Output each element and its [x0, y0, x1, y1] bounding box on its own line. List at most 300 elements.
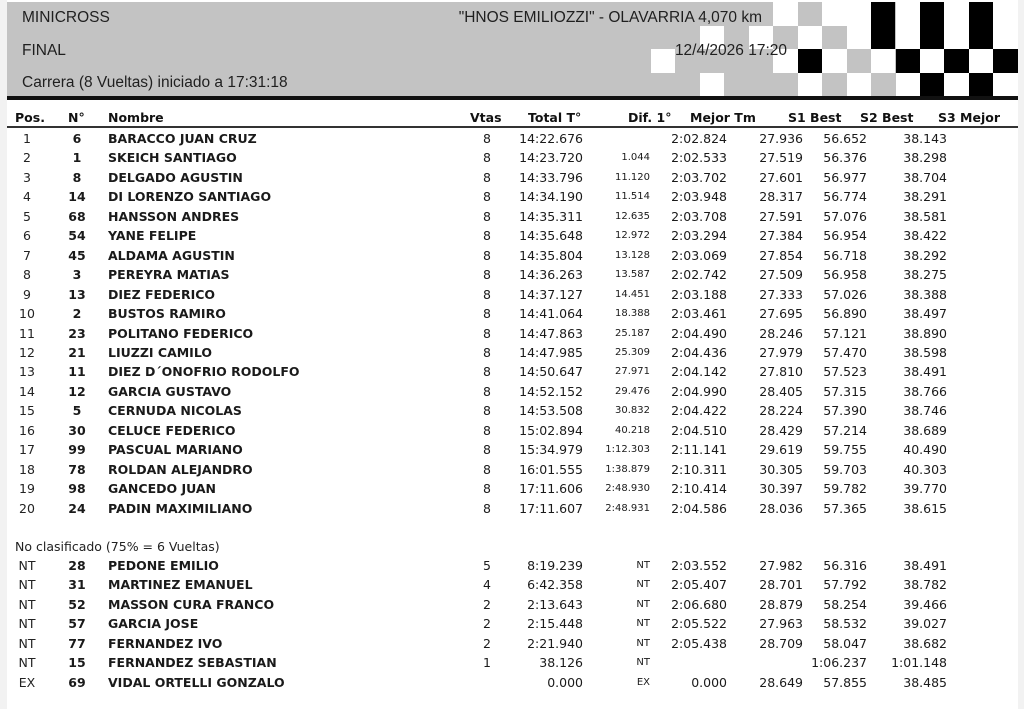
rider-name: PASCUAL MARIANO	[108, 442, 243, 458]
flag-square	[651, 49, 675, 73]
sector1-best: 28.405	[759, 383, 803, 399]
sector2-best: 57.076	[823, 208, 867, 224]
flag-square	[896, 2, 920, 26]
sector2-best: 57.121	[823, 325, 867, 341]
flag-square	[944, 49, 968, 73]
rider-name: DI LORENZO SANTIAGO	[108, 189, 272, 205]
gap-to-leader: 12.635	[615, 210, 650, 222]
total-time: 17:11.607	[519, 500, 583, 516]
flag-square	[993, 2, 1017, 26]
laps: 8	[483, 403, 491, 419]
best-lap: 0.000	[691, 674, 727, 690]
flag-square	[773, 2, 797, 26]
bike-number: 13	[68, 286, 86, 302]
venue-label: "HNOS EMILIOZZI" - OLAVARRIA 4,070 km	[458, 9, 762, 26]
bike-number: 15	[68, 655, 86, 671]
position: EX	[18, 674, 36, 690]
flag-square	[798, 26, 822, 50]
sector1-best: 27.936	[759, 131, 803, 146]
total-time: 17:11.606	[519, 481, 583, 497]
gap-to-leader: 25.187	[615, 327, 650, 339]
sector1-best: 29.619	[759, 442, 803, 458]
total-time: 14:35.311	[519, 208, 583, 224]
rider-name: PEREYRA MATIAS	[108, 267, 230, 283]
laps: 8	[483, 267, 491, 283]
total-time: 38.126	[539, 655, 583, 671]
category-title: MINICROSS	[22, 9, 110, 26]
best-lap: 2:03.948	[671, 189, 727, 205]
position: 10	[19, 306, 35, 322]
table-row	[7, 343, 1018, 362]
laps: 8	[483, 383, 491, 399]
best-lap: 2:04.490	[671, 325, 727, 341]
bike-number: 1	[72, 150, 82, 166]
sector3-best: 38.491	[903, 364, 947, 380]
gap-to-leader: NT	[636, 598, 650, 610]
laps: 8	[483, 150, 491, 166]
flag-square	[822, 26, 846, 50]
col-header-pos: Pos.	[15, 110, 45, 125]
sector3-best: 39.466	[903, 596, 947, 612]
table-row	[7, 129, 1018, 148]
table-row	[7, 595, 1018, 614]
flag-square	[920, 73, 944, 97]
gap-to-leader: NT	[636, 657, 650, 669]
laps: 2	[483, 635, 491, 651]
sector3-best: 38.275	[903, 267, 947, 283]
flag-square	[969, 26, 993, 50]
laps: 8	[483, 131, 491, 146]
col-header-s1: S1 Best	[788, 110, 842, 125]
sector3-best: 38.766	[903, 383, 947, 399]
gap-to-leader: 30.832	[615, 405, 650, 417]
flag-square	[700, 73, 724, 97]
table-row	[7, 556, 1018, 575]
best-lap: 2:06.680	[671, 596, 727, 612]
rider-name: FERNANDEZ IVO	[108, 635, 223, 651]
best-lap: 2:03.708	[671, 208, 727, 224]
rider-name: DIEZ D´ONOFRIO RODOLFO	[108, 364, 300, 380]
round-label: FINAL	[22, 42, 66, 59]
flag-square	[675, 73, 699, 97]
sector2-best: 1:06.237	[811, 655, 867, 671]
bike-number: 6	[72, 131, 82, 146]
gap-to-leader: 29.476	[615, 385, 650, 397]
flag-square	[871, 2, 895, 26]
best-lap: 2:11.141	[671, 442, 727, 458]
bike-number: 23	[68, 325, 86, 341]
flag-square	[993, 49, 1017, 73]
laps: 8	[483, 422, 491, 438]
gap-to-leader: 1:38.879	[605, 463, 650, 475]
laps: 8	[483, 247, 491, 263]
bike-number: 2	[72, 306, 82, 322]
col-header-laps: Vtas	[470, 110, 502, 125]
sector2-best: 59.755	[823, 442, 867, 458]
table-row	[7, 479, 1018, 498]
table-row	[7, 148, 1018, 167]
laps: 1	[483, 655, 491, 671]
sector2-best: 58.254	[823, 596, 867, 612]
best-lap: 2:04.990	[671, 383, 727, 399]
sector1-best: 27.601	[759, 169, 803, 185]
sector3-best: 39.027	[903, 616, 947, 632]
rider-name: DELGADO AGUSTIN	[108, 169, 243, 185]
position: 18	[19, 461, 35, 477]
flag-square	[944, 2, 968, 26]
rider-name: PEDONE EMILIO	[108, 558, 219, 573]
flag-square	[944, 26, 968, 50]
rider-name: CERNUDA NICOLAS	[108, 403, 242, 419]
flag-square	[651, 73, 675, 97]
position: 8	[23, 267, 31, 283]
flag-square	[822, 73, 846, 97]
flag-square	[798, 73, 822, 97]
total-time: 14:35.648	[519, 228, 583, 244]
best-lap: 2:05.438	[671, 635, 727, 651]
sector3-best: 38.497	[903, 306, 947, 322]
total-time: 0.000	[547, 674, 583, 690]
sector3-best: 38.689	[903, 422, 947, 438]
sector1-best: 27.982	[759, 558, 803, 573]
col-header-number: N°	[68, 110, 85, 125]
total-time: 16:01.555	[519, 461, 583, 477]
sector3-best: 39.770	[903, 481, 947, 497]
laps: 8	[483, 286, 491, 302]
position: 19	[19, 481, 35, 497]
flag-square	[871, 49, 895, 73]
best-lap: 2:04.142	[671, 364, 727, 380]
bike-number: 98	[68, 481, 86, 497]
sector1-best: 27.519	[759, 150, 803, 166]
total-time: 14:50.647	[519, 364, 583, 380]
bike-number: 5	[72, 403, 82, 419]
sector2-best: 56.958	[823, 267, 867, 283]
gap-to-leader: NT	[636, 560, 650, 571]
total-time: 14:22.676	[519, 131, 583, 146]
table-row	[7, 304, 1018, 323]
bike-number: 77	[68, 635, 86, 651]
sector2-best: 57.365	[823, 500, 867, 516]
total-time: 14:37.127	[519, 286, 583, 302]
bike-number: 99	[68, 442, 86, 458]
total-time: 14:33.796	[519, 169, 583, 185]
col-header-best-lap: Mejor Tm	[690, 110, 756, 125]
flag-square	[822, 49, 846, 73]
sector2-best: 58.532	[823, 616, 867, 632]
sector2-best: 59.782	[823, 481, 867, 497]
table-row	[7, 207, 1018, 226]
best-lap: 2:03.069	[671, 247, 727, 263]
table-row	[7, 285, 1018, 304]
flag-square	[847, 26, 871, 50]
flag-square	[920, 49, 944, 73]
sector3-best: 38.746	[903, 403, 947, 419]
laps: 8	[483, 442, 491, 458]
sector1-best: 27.509	[759, 267, 803, 283]
table-row	[7, 382, 1018, 401]
not-classified-label: No clasificado (75% = 6 Vueltas)	[15, 539, 220, 554]
best-lap: 2:04.422	[671, 403, 727, 419]
gap-to-leader: 27.971	[615, 366, 650, 378]
sector2-best: 56.954	[823, 228, 867, 244]
sector1-best: 28.036	[759, 500, 803, 516]
best-lap: 2:02.824	[671, 131, 727, 146]
rider-name: FERNANDEZ SEBASTIAN	[108, 655, 277, 671]
sector2-best: 57.792	[823, 577, 867, 593]
sector2-best: 56.890	[823, 306, 867, 322]
bike-number: 14	[68, 189, 86, 205]
rider-name: ALDAMA AGUSTIN	[108, 247, 235, 263]
sector3-best: 38.615	[903, 500, 947, 516]
best-lap: 2:02.742	[671, 267, 727, 283]
table-row	[7, 362, 1018, 381]
rider-name: ROLDAN ALEJANDRO	[108, 461, 253, 477]
gap-to-leader: 12.972	[615, 230, 650, 242]
laps: 8	[483, 228, 491, 244]
bike-number: 68	[68, 208, 86, 224]
sector1-best: 27.333	[759, 286, 803, 302]
bike-number: 28	[68, 558, 86, 573]
gap-to-leader: NT	[636, 579, 650, 591]
best-lap: 2:04.510	[671, 422, 727, 438]
flag-square	[920, 2, 944, 26]
position: 13	[19, 364, 35, 380]
gap-to-leader: 11.120	[615, 171, 650, 183]
position: NT	[18, 635, 36, 651]
sector3-best: 38.581	[903, 208, 947, 224]
flag-square	[871, 73, 895, 97]
flag-square	[896, 26, 920, 50]
total-time: 14:41.064	[519, 306, 583, 322]
flag-square	[993, 26, 1017, 50]
position: 12	[19, 344, 35, 360]
col-header-name: Nombre	[108, 110, 164, 125]
position: 17	[19, 442, 35, 458]
flag-square	[871, 26, 895, 50]
table-row	[7, 226, 1018, 245]
table-row	[7, 634, 1018, 653]
col-header-gap: Dif. 1°	[628, 110, 672, 125]
rider-name: PADIN MAXIMILIANO	[108, 500, 253, 516]
sector3-best: 38.422	[903, 228, 947, 244]
sector1-best: 27.854	[759, 247, 803, 263]
flag-square	[798, 49, 822, 73]
sector3-best: 38.485	[903, 674, 947, 690]
sector1-best: 28.224	[759, 403, 803, 419]
sector2-best: 56.718	[823, 247, 867, 263]
position: 7	[23, 247, 31, 263]
position: 4	[23, 189, 31, 205]
sector2-best: 57.390	[823, 403, 867, 419]
flag-square	[847, 49, 871, 73]
laps: 8	[483, 500, 491, 516]
position: NT	[18, 655, 36, 671]
col-header-total-time: Total T°	[528, 110, 582, 125]
position: NT	[18, 596, 36, 612]
gap-to-leader: 1:12.303	[605, 444, 650, 456]
table-row	[7, 265, 1018, 284]
bike-number: 52	[68, 596, 86, 612]
flag-square	[896, 49, 920, 73]
flag-square	[969, 49, 993, 73]
bike-number: 8	[72, 169, 82, 185]
best-lap: 2:02.533	[671, 150, 727, 166]
best-lap: 2:04.436	[671, 344, 727, 360]
sector1-best: 28.709	[759, 635, 803, 651]
total-time: 14:52.152	[519, 383, 583, 399]
table-row	[7, 324, 1018, 343]
sector2-best: 56.376	[823, 150, 867, 166]
gap-to-leader: 1.044	[621, 152, 650, 164]
sector1-best: 27.810	[759, 364, 803, 380]
sector2-best: 57.315	[823, 383, 867, 399]
bike-number: 21	[68, 344, 86, 360]
bike-number: 12	[68, 383, 86, 399]
results-page	[7, 0, 1018, 709]
table-row	[7, 614, 1018, 633]
laps: 2	[483, 616, 491, 632]
rider-name: BUSTOS RAMIRO	[108, 306, 226, 322]
sector2-best: 57.470	[823, 344, 867, 360]
rider-name: GANCEDO JUAN	[108, 481, 217, 497]
total-time: 14:53.508	[519, 403, 583, 419]
table-row	[7, 246, 1018, 265]
position: NT	[18, 558, 36, 573]
gap-to-leader: 13.128	[615, 249, 650, 261]
total-time: 14:23.720	[519, 150, 583, 166]
best-lap: 2:03.702	[671, 169, 727, 185]
position: 15	[19, 403, 35, 419]
sector1-best: 28.879	[759, 596, 803, 612]
position: 6	[23, 228, 31, 244]
best-lap: 2:10.311	[671, 461, 727, 477]
sector2-best: 57.855	[823, 674, 867, 690]
total-time: 14:47.863	[519, 325, 583, 341]
bike-number: 45	[68, 247, 86, 263]
rider-name: POLITANO FEDERICO	[108, 325, 254, 341]
rider-name: GARCIA GUSTAVO	[108, 383, 232, 399]
col-header-s2: S2 Best	[860, 110, 914, 125]
table-row	[7, 460, 1018, 479]
position: 20	[19, 500, 35, 516]
laps: 8	[483, 208, 491, 224]
sector3-best: 40.490	[903, 442, 947, 458]
rider-name: BARACCO JUAN CRUZ	[108, 131, 257, 146]
flag-square	[749, 73, 773, 97]
flag-square	[993, 73, 1017, 97]
sector1-best: 28.429	[759, 422, 803, 438]
laps: 5	[483, 558, 491, 573]
sector3-best: 38.291	[903, 189, 947, 205]
gap-to-leader: NT	[636, 637, 650, 649]
table-row	[7, 673, 1018, 692]
gap-to-leader: NT	[636, 618, 650, 630]
best-lap: 2:10.414	[671, 481, 727, 497]
position: 5	[23, 208, 31, 224]
table-row	[7, 421, 1018, 440]
rider-name: YANE FELIPE	[108, 228, 197, 244]
total-time: 2:15.448	[527, 616, 583, 632]
flag-square	[847, 73, 871, 97]
best-lap: 2:03.461	[671, 306, 727, 322]
laps: 8	[483, 344, 491, 360]
rider-name: SKEICH SANTIAGO	[108, 150, 237, 166]
rider-name: DIEZ FEDERICO	[108, 286, 216, 302]
flag-square	[847, 2, 871, 26]
sector3-best: 38.704	[903, 169, 947, 185]
sector2-best: 56.977	[823, 169, 867, 185]
total-time: 14:34.190	[519, 189, 583, 205]
laps: 8	[483, 325, 491, 341]
laps: 2	[483, 596, 491, 612]
bike-number: 31	[68, 577, 86, 593]
flag-square	[969, 2, 993, 26]
position: 9	[23, 286, 31, 302]
sector2-best: 56.774	[823, 189, 867, 205]
laps: 8	[483, 481, 491, 497]
sector3-best: 38.292	[903, 247, 947, 263]
flag-square	[920, 26, 944, 50]
sector2-best: 58.047	[823, 635, 867, 651]
best-lap: 2:05.407	[671, 577, 727, 593]
rider-name: GARCIA JOSE	[108, 616, 199, 632]
table-header	[7, 110, 1018, 128]
sector3-best: 38.682	[903, 635, 947, 651]
position: 1	[23, 131, 31, 146]
datetime-label: 12/4/2026 17:20	[674, 42, 787, 59]
sector1-best: 27.979	[759, 344, 803, 360]
gap-to-leader: 18.388	[615, 308, 650, 320]
rider-name: VIDAL ORTELLI GONZALO	[108, 674, 285, 690]
sector1-best: 27.591	[759, 208, 803, 224]
total-time: 14:35.804	[519, 247, 583, 263]
flag-square	[651, 26, 675, 50]
bike-number: 54	[68, 228, 86, 244]
table-row	[7, 401, 1018, 420]
gap-to-leader: 25.309	[615, 346, 650, 358]
flag-square	[944, 73, 968, 97]
flag-square	[773, 73, 797, 97]
position: NT	[18, 616, 36, 632]
laps: 8	[483, 461, 491, 477]
best-lap: 2:03.188	[671, 286, 727, 302]
rider-name: MARTINEZ EMANUEL	[108, 577, 253, 593]
sector1-best: 28.317	[759, 189, 803, 205]
position: 2	[23, 150, 31, 166]
sector1-best: 27.963	[759, 616, 803, 632]
sector3-best: 38.143	[903, 131, 947, 146]
sector3-best: 38.388	[903, 286, 947, 302]
flag-square	[798, 2, 822, 26]
sector1-best: 28.701	[759, 577, 803, 593]
sector3-best: 38.491	[903, 558, 947, 573]
results-header	[7, 2, 1018, 100]
gap-to-leader: 13.587	[615, 269, 650, 281]
gap-to-leader: 2:48.930	[605, 483, 650, 495]
total-time: 8:19.239	[527, 558, 583, 573]
rider-name: CELUCE FEDERICO	[108, 422, 236, 438]
gap-to-leader: EX	[636, 676, 650, 688]
sector1-best: 28.649	[759, 674, 803, 690]
sector3-best: 38.298	[903, 150, 947, 166]
table-row	[7, 499, 1018, 518]
sector2-best: 56.316	[823, 558, 867, 573]
gap-to-leader: 11.514	[615, 191, 650, 203]
sector1-best: 27.384	[759, 228, 803, 244]
sector1-best: 28.246	[759, 325, 803, 341]
table-row	[7, 187, 1018, 206]
